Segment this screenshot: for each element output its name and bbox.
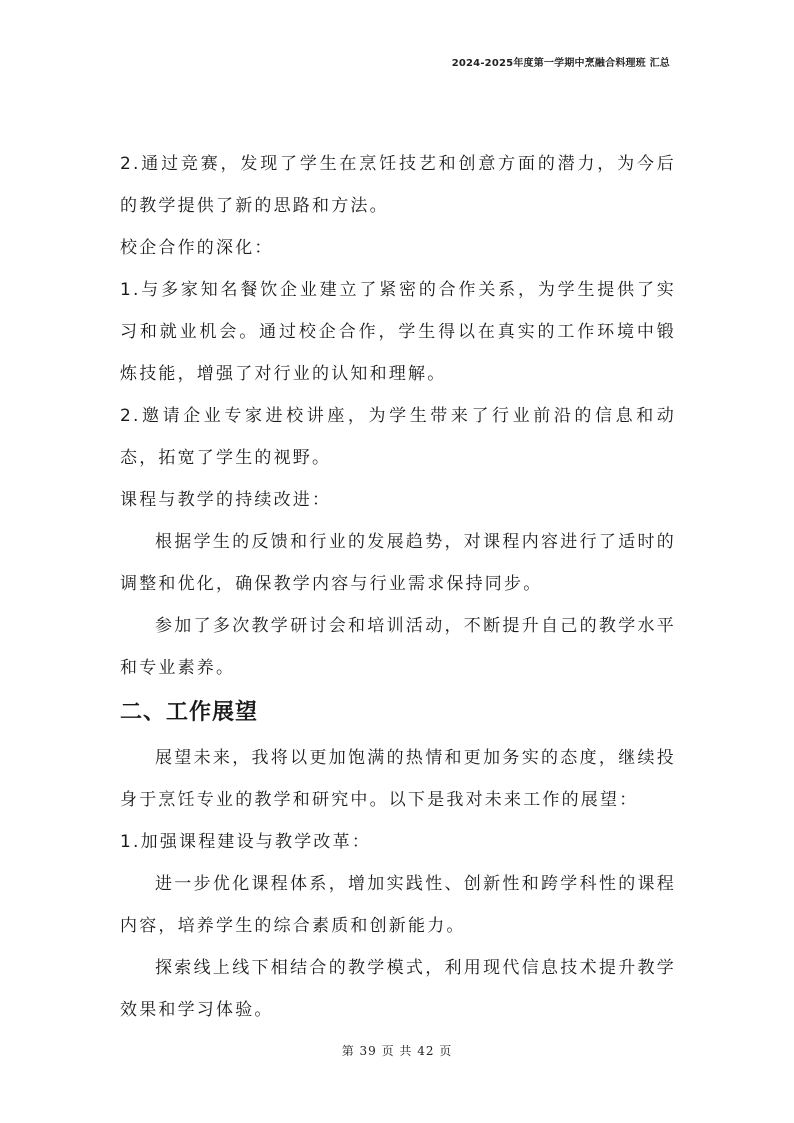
paragraph-course-improvement-heading: 课程与教学的持续改进： (120, 490, 332, 510)
paragraph-curriculum-reform-heading: 1.加强课程建设与教学改革： (120, 832, 372, 852)
paragraph-school-enterprise-heading: 校企合作的深化： (120, 238, 274, 258)
paragraph-course-adjustment: 根据学生的反馈和行业的发展趋势，对课程内容进行了适时的调整和优化，确保教学内容与行业需求保持同步。 (120, 532, 676, 594)
paragraph-teaching-seminars: 参加了多次教学研讨会和培训活动，不断提升自己的教学水平和专业素养。 (120, 616, 676, 678)
paragraph-expert-lectures: 2.邀请企业专家进校讲座，为学生带来了行业前沿的信息和动态，拓宽了学生的视野。 (120, 406, 676, 468)
page-header: 2024-2025年度第一学期中烹融合料理班 汇总 (451, 58, 670, 69)
paragraph-curriculum-optimization: 进一步优化课程体系，增加实践性、创新性和跨学科性的课程内容，培养学生的综合素质和创新能力。 (120, 874, 676, 936)
document-body (120, 143, 676, 1031)
paragraph-blended-teaching: 探索线上线下相结合的教学模式，利用现代信息技术提升教学效果和学习体验。 (120, 958, 676, 1020)
page-number: 第 39 页 共 42 页 (341, 1044, 453, 1058)
section-heading-work-outlook: 二、工作展望 (120, 700, 259, 725)
paragraph-competition-potential: 2.通过竞赛，发现了学生在烹饪技艺和创意方面的潜力，为今后的教学提供了新的思路和方法。 (120, 154, 676, 216)
paragraph-enterprise-cooperation: 1.与多家知名餐饮企业建立了紧密的合作关系，为学生提供了实习和就业机会。通过校企合作，学生得以在真实的工作环境中锻炼技能，增强了对行业的认知和理解。 (120, 280, 676, 384)
paragraph-outlook-intro: 展望未来，我将以更加饱满的热情和更加务实的态度，继续投身于烹饪专业的教学和研究中。以下是我对未来工作的展望： (120, 748, 676, 810)
